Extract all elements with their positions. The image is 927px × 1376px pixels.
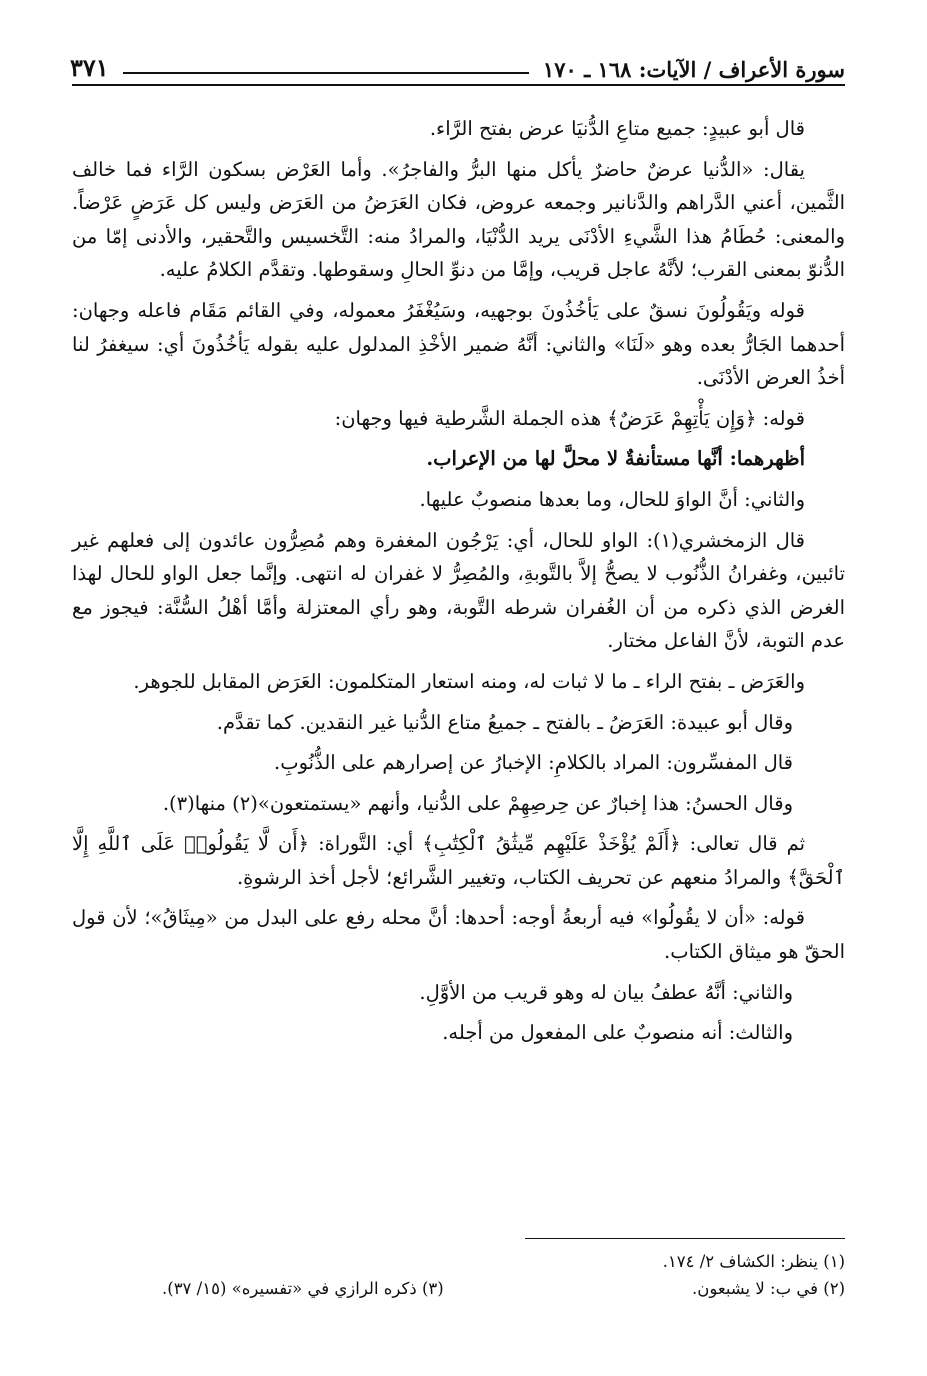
paragraph: أظهرهما: أنَّها مستأنفةٌ لا محلَّ لها من الإعراب.: [426, 447, 805, 471]
paragraph: وقال أبو عبيدة: العَرَضُ ـ بالفتح ـ جميعُ متاع الدُّنيا غير النقدين. كما تقدَّم.: [216, 710, 793, 734]
main-text: [72, 112, 845, 1057]
paragraph: وقال الحسنُ: هذا إخبارٌ عن حِرصِهِمْ على الدُّنيا، وأنهم «يستمتعون»(٢) منها(٣).: [162, 791, 793, 815]
paragraph: قوله ويَقُولُونَ نسقٌ على يَأخُذُونَ بوجهيه، وسَيُغْفَرُ معموله، وفي القائم مَقَام فاعله وجهان: أحدهما الجَارُّ بعده وهو «لَنَا» والثاني: أنَّهُ ضمير الأخْذِ المدلول عليه بقوله يَأخُذُونَ أي: سيغفرُ لنا أخذُ العرض الأدْنَى.: [72, 298, 845, 390]
footnote-2: (٢) في ب: لا يشبعون.: [691, 1279, 845, 1298]
footnote-3: (٣) ذكره الرازي في «تفسيره» (١٥/ ٣٧).: [162, 1279, 444, 1298]
footnote-rule: [525, 1238, 845, 1239]
footnotes: [72, 1248, 845, 1302]
paragraph: قال أبو عبيدٍ: جميع متاعِ الدُّنيَا عرض بفتح الرَّاء.: [429, 117, 805, 140]
paragraph: والعَرَض ـ بفتح الراء ـ ما لا ثبات له، ومنه استعار المتكلمون: العَرَض المقابل للجوهر.: [133, 669, 805, 693]
header-rule: [72, 84, 845, 86]
paragraph: قوله: «أن لا يقُولُوا» فيه أربعةُ أوجه: أحدها: أنَّ محله رفع على البدل من «مِيثَاقُ»؛ لأن قول الحقّ هو ميثاق الكتاب.: [72, 906, 845, 964]
paragraph: ثم قال تعالى: ﴿أَلَمْ يُؤْخَذْ عَلَيْهِم مِّيثَٰقُ ٱلْكِتَٰبِ﴾ أي: التَّوراة: ﴿أَن لَّا يَقُولُوا۟ عَلَى ٱللَّهِ إِلَّا ٱلْحَقَّ﴾ والمرادُ منعهم عن تحريف الكتاب، وتغيير الشَّرائع؛ لأجل أخذ الرشوةِ.: [72, 832, 845, 889]
paragraph: قوله: ﴿وَإِن يَأْتِهِمْ عَرَضٌ﴾ هذه الجملة الشَّرطية فيها وجهان:: [334, 406, 805, 430]
footnote-row: [72, 1275, 845, 1302]
paragraph: قال الزمخشري(١): الواو للحال، أي: يَرْجُون المغفرة وهم مُصِرُّون عائدون إلى فعلهم غير تائبين، وغفرانُ الذُّنُوب لا يصحُّ إلاَّ بالتَّوبةِ، والمُصِرُّ لا غفران له انتهى. وإنَّما جعل الواو للحال لهذا الغرض الذي ذكره من أن الغُفران شرطه التَّوبة، وهو رأي المعتزلة وأمَّا أهْلُ السُّنَّة: فيجوز مع عدم التوبة، لأنَّ الفاعل مختار.: [72, 528, 845, 653]
footnote-1: (١) ينظر: الكشاف ٢/ ١٧٤.: [662, 1252, 845, 1271]
paragraph: يقال: «الدُّنيا عرضٌ حاضرٌ يأكل منها البرُّ والفاجرُ». وأما العَرْض بسكون الرَّاء فما خالف الثَّمين، أعني الدَّراهم والدَّنانير وجمعه عروض، فكان العَرَضُ من العَرَض وليس كل عَرَضٍ عَرْضاً. والمعنى: حُطَامُ هذا الشَّيءِ الأدْنَى يريد الدُّنْيَا، والمرادُ منه: التَّخسيس والتَّحقير، والأدنى إمّا من الدُّنوّ بمعنى القرب؛ لأنَّهُ عاجل قريب، وإمَّا من دنوِّ الحالِ وسقوطها. وتقدَّم الكلامُ عليه.: [72, 157, 845, 282]
paragraph: والثاني: أنَّ الواوَ للحال، وما بعدها منصوبٌ عليها.: [419, 487, 805, 511]
page-header: [70, 46, 845, 82]
surah-title: سورة الأعراف / الآيات: ١٦٨ ـ ١٧٠: [542, 57, 845, 82]
paragraph: والثالث: أنه منصوبٌ على المفعول من أجله.: [442, 1021, 793, 1045]
paragraph: والثاني: أنَّهُ عطفُ بيان له وهو قريب من الأوَّلِ.: [419, 980, 793, 1004]
header-line: [123, 72, 529, 74]
page-number: ٣٧١: [70, 53, 109, 82]
paragraph: قال المفسِّرون: المراد بالكلامِ: الإخبارُ عن إصرارهم على الذُّنُوبِ.: [274, 751, 793, 775]
